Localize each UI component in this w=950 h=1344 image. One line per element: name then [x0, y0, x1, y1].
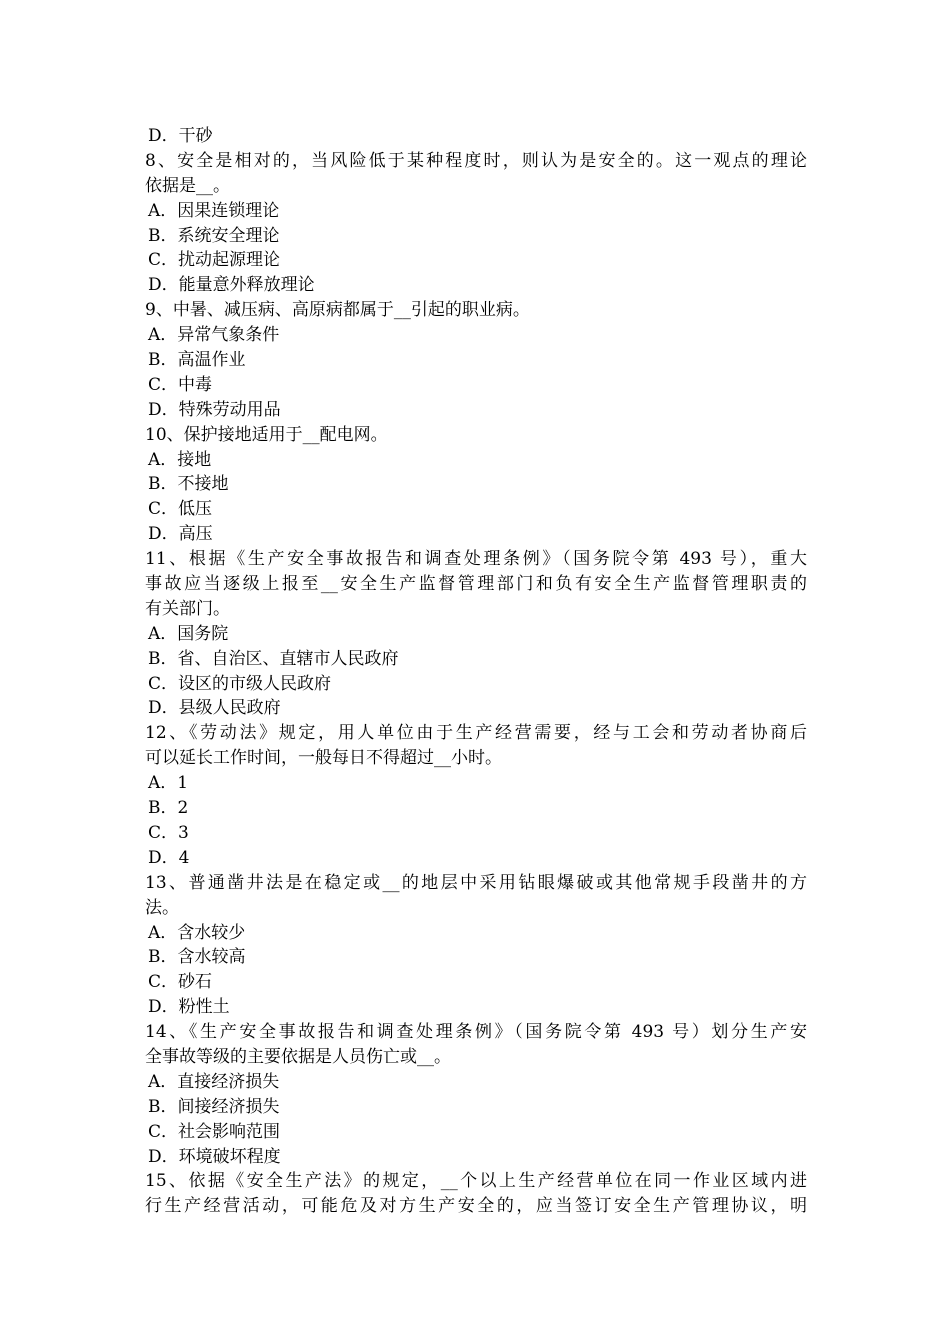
answer-option: D．环境破坏程度	[148, 1146, 281, 1167]
answer-option: D．干砂	[148, 126, 213, 146]
answer-option: D．县级人民政府	[148, 698, 281, 719]
answer-option: A．因果连锁理论	[148, 200, 280, 221]
answer-option: A．国务院	[148, 623, 229, 644]
answer-option: C．低压	[148, 499, 213, 520]
question-stem-line: 行生产经营活动，可能危及对方生产安全的，应当签订安全生产管理协议，明	[145, 1196, 807, 1217]
question-stem-line: 9、中暑、减压病、高原病都属于__引起的职业病。	[145, 300, 530, 321]
answer-option: B．系统安全理论	[148, 225, 280, 246]
exam-question-text	[145, 124, 807, 1219]
answer-option: D．特殊劳动用品	[148, 399, 281, 420]
question-stem-line: 事故应当逐级上报至__安全生产监督管理部门和负有安全生产监督管理职责的	[145, 574, 807, 595]
question-stem-line: 11、根据《生产安全事故报告和调查处理条例》（国务院令第 493 号），重大	[145, 549, 807, 570]
question-stem-line: 13、普通凿井法是在稳定或__的地层中采用钻眼爆破或其他常规手段凿井的方	[145, 872, 807, 893]
answer-option: C．中毒	[148, 374, 213, 395]
answer-option: D．粉性土	[148, 997, 230, 1018]
question-stem-line: 15、依据《安全生产法》的规定，__个以上生产经营单位在同一作业区域内进	[145, 1171, 807, 1192]
answer-option: A．异常气象条件	[148, 325, 280, 346]
question-stem-line: 全事故等级的主要依据是人员伤亡或__。	[145, 1046, 451, 1067]
question-stem-line: 有关部门。	[145, 598, 230, 619]
question-stem-line: 法。	[145, 897, 179, 918]
answer-option: B．2	[148, 798, 189, 819]
answer-option: B．不接地	[148, 474, 229, 495]
question-stem-line: 12、《劳动法》规定，用人单位由于生产经营需要，经与工会和劳动者协商后	[145, 723, 807, 744]
answer-option: B．间接经济损失	[148, 1096, 280, 1117]
answer-option: A．接地	[148, 449, 212, 470]
answer-option: A．直接经济损失	[148, 1071, 280, 1092]
question-stem-line: 14、《生产安全事故报告和调查处理条例》（国务院令第 493 号）划分生产安	[145, 1022, 807, 1043]
answer-option: D．4	[148, 847, 190, 868]
answer-option: C．社会影响范围	[148, 1121, 281, 1142]
answer-option: A．1	[148, 773, 189, 794]
answer-option: B．含水较高	[148, 947, 246, 968]
answer-option: C．设区的市级人民政府	[148, 673, 332, 694]
answer-option: D．高压	[148, 524, 213, 545]
answer-option: B．高温作业	[148, 350, 246, 371]
question-stem-line: 可以延长工作时间，一般每日不得超过__小时。	[145, 748, 502, 769]
question-stem-line: 8、安全是相对的，当风险低于某种程度时，则认为是安全的。这一观点的理论	[145, 150, 807, 171]
question-stem-line: 依据是__。	[145, 175, 230, 196]
answer-option: D．能量意外释放理论	[148, 275, 315, 296]
answer-option: A．含水较少	[148, 922, 246, 943]
answer-option: B．省、自治区、直辖市人民政府	[148, 648, 399, 669]
answer-option: C．3	[148, 822, 189, 843]
answer-option: C．扰动起源理论	[148, 250, 281, 271]
answer-option: C．砂石	[148, 972, 213, 993]
question-stem-line: 10、保护接地适用于__配电网。	[145, 424, 388, 445]
